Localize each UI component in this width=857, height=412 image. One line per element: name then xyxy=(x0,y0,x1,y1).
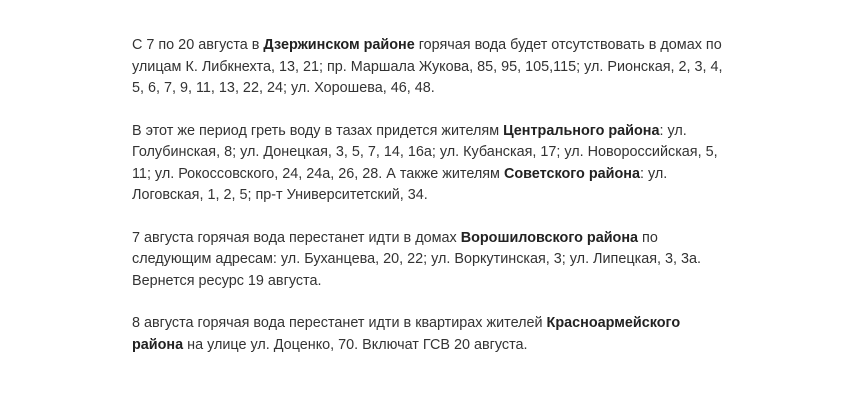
district-name-central: Центрального района xyxy=(503,122,660,139)
text-segment: по следующим адресам: ул. Буханцева, 20, 22; ул. Воркутинская, 3; ул. Липецкая, 3, 3а. Вернется ресурс 19 августа. xyxy=(132,229,701,289)
text-segment: горячая вода будет отсутствовать в домах по улицам К. Либкнехта, 13, 21; пр. Маршала Жукова, 85, 95, 105,115; ул. Рионская, 2, 3, 4, 5, 6, 7, 9, 11, 13, 22, 24; ул. Хорошева, 46, 48. xyxy=(132,37,723,96)
text-segment: 7 августа горячая вода перестанет идти в домах xyxy=(132,229,461,246)
article-body xyxy=(132,35,732,377)
paragraph-central-sovetsky xyxy=(132,121,732,207)
text-segment: на улице ул. Доценко, 70. Включат ГСВ 20 августа. xyxy=(183,336,528,353)
text-segment: В этот же период греть воду в тазах придется жителям xyxy=(132,122,504,139)
paragraph-krasnoarmeysky xyxy=(132,313,732,356)
district-name-krasnoarmeysky: Красноармейского района xyxy=(132,315,681,353)
district-name-dzerzhinsky: Дзержинском районе xyxy=(263,37,415,53)
paragraph-dzerzhinsky xyxy=(132,35,732,100)
text-segment: : ул. Логовская, 1, 2, 5; пр-т Университетский, 34. xyxy=(132,165,668,203)
text-segment: 8 августа горячая вода перестанет идти в квартирах жителей xyxy=(132,315,547,331)
district-name-sovetsky: Советского района xyxy=(503,165,640,182)
text-segment: : ул. Голубинская, 8; ул. Донецкая, 3, 5, 7, 14, 16а; ул. Кубанская, 17; ул. Новороссийская, 5, 11; ул. Рокоссовского, 24, 24а, 26, 28. А также жителям xyxy=(132,122,718,182)
text-segment: С 7 по 20 августа в xyxy=(132,37,264,53)
paragraph-voroshilovsky xyxy=(132,228,732,293)
district-name-voroshilovsky: Ворошиловского района xyxy=(460,229,639,246)
